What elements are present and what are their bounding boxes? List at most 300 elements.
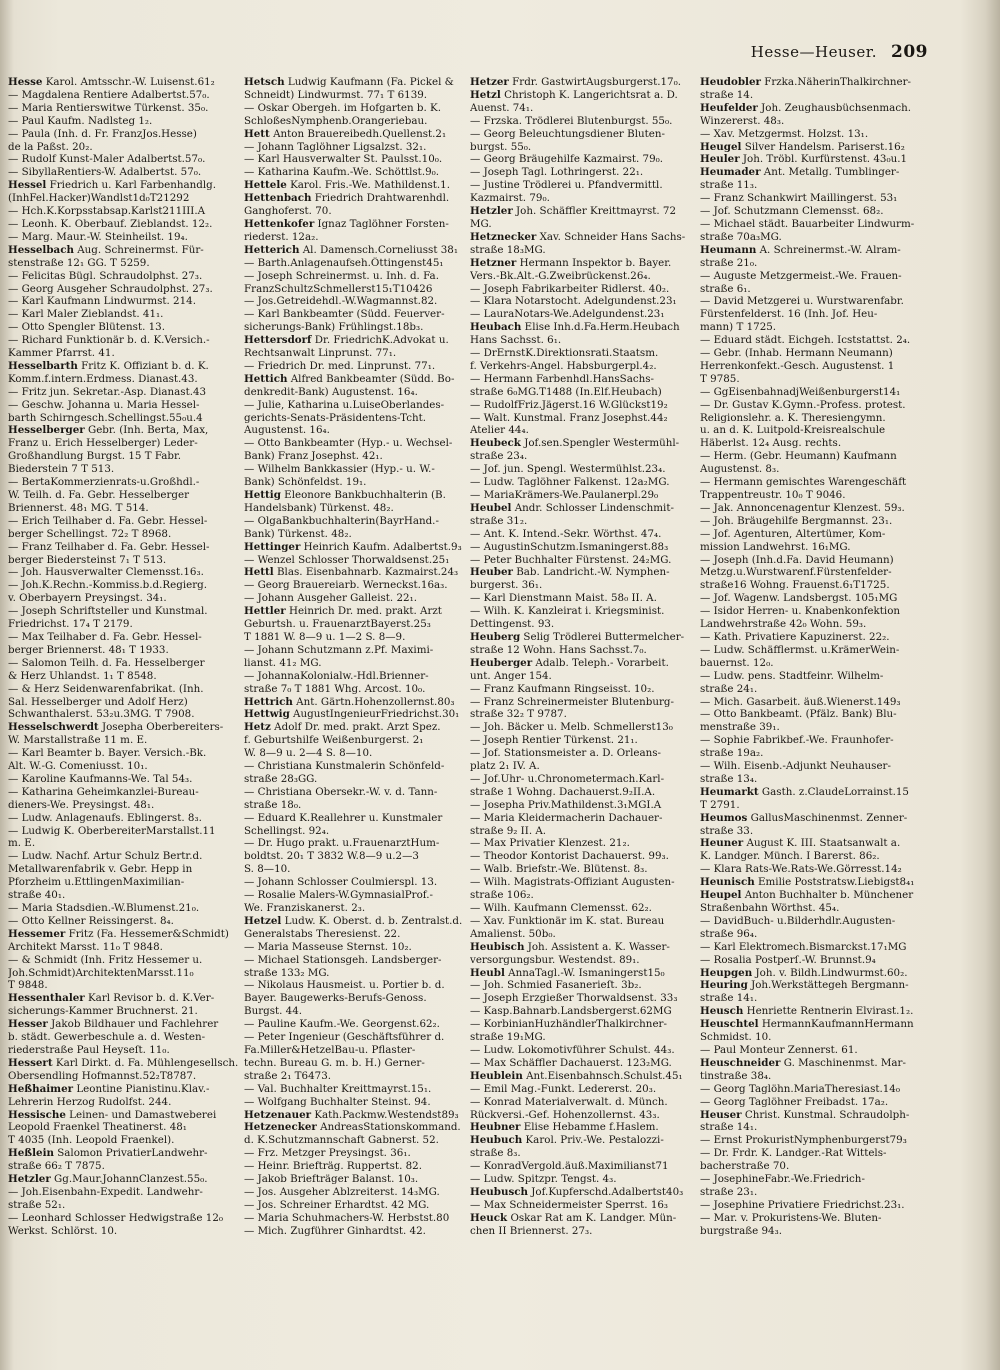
directory-line: — Christiana Kunstmalerin Schönfeld-	[244, 760, 445, 773]
directory-line: Architekt Marsst. 11₀ T 9848.	[8, 940, 163, 953]
directory-line: — Paul Kaufm. Nadlsteg 1₂.	[8, 114, 153, 127]
directory-line: — Wilh. Eisenb.-Adjunkt Neuhauser-	[700, 760, 891, 773]
directory-line: — GgEisenbahnadjWeißenburgerst14₁	[700, 385, 901, 398]
directory-line: mann) T 1725.	[700, 321, 777, 334]
directory-line: unt. Anger 154.	[470, 669, 552, 682]
entry-surname: Hesselbarth	[8, 359, 78, 372]
directory-line: versorgungsbur. Westendst. 89₁.	[470, 953, 640, 966]
directory-line: Hetzel Ludw. K. Oberst. d. b. Zentralst.d.	[244, 914, 463, 927]
directory-line: Rechtsanwalt Linprunst. 77₁.	[244, 347, 397, 360]
entry-surname: Heuberger	[470, 656, 533, 669]
entry-surname: Hettler	[244, 605, 286, 618]
directory-line: — Hch.K.Korpsstabsap.Karlst211III.A	[8, 205, 206, 218]
directory-line: Winzererst. 48₃.	[700, 114, 785, 127]
entry-surname: Hetzel	[244, 914, 282, 927]
directory-line: — Karl Kaufmann Lindwurmst. 214.	[8, 295, 196, 308]
directory-line: Hetterich Al. Damensch.Corneliusst 38₁	[244, 243, 458, 256]
directory-line: — Johann Ausgeher Galleist. 22₁.	[244, 592, 417, 605]
directory-line: SchloßesNymphenb.Orangeriebau.	[244, 114, 428, 127]
directory-line: T 1881 W. 8—9 u. 1—2 S. 8—9.	[244, 630, 406, 643]
directory-line: — Max Teilhaber d. Fa. Gebr. Hessel-	[8, 630, 202, 643]
directory-line: — Joh.Eisenbahn-Expedit. Landwehr-	[8, 1185, 203, 1198]
directory-line: Hettenbach Friedrich Drahtwarenhdl.	[244, 192, 450, 205]
directory-line: — LauraNotars-We.Adelgundenst.23₁	[470, 308, 665, 321]
directory-line: Fa.Miller&HetzelBau-u. Pflaster-	[244, 1043, 416, 1056]
directory-line: — JohannaKolonialw.-Hdl.Brienner-	[244, 669, 429, 682]
directory-line: barth Schirngesch.Schellingst.55₀u.4	[8, 411, 203, 424]
directory-line: — Katharina Kaufm.-We. Schöttlst.9₀.	[244, 166, 440, 179]
directory-line: — Klara Notarstocht. Adelgundenst.23₁	[470, 295, 677, 308]
entry-surname: Heuberg	[470, 630, 521, 643]
directory-line: Heubel Andr. Schlosser Lindenschmit-	[470, 501, 674, 514]
directory-line: straße 9₂ II. A.	[470, 824, 547, 837]
directory-line: — Josepha Priv.Mathildenst.3₁MGI.A	[470, 798, 662, 811]
directory-line: straße 31₂.	[470, 514, 528, 527]
directory-line: Fürstenfelderst. 16 (Inh. Jof. Heu-	[700, 308, 878, 321]
directory-line: — JosephineFabr.-We.Friedrich-	[700, 1173, 865, 1186]
entry-surname: Hettersdorf	[244, 334, 312, 347]
directory-line: Handelsbank) Türkenst. 48₂.	[244, 501, 394, 514]
directory-line: straße 96₄.	[700, 927, 758, 940]
entry-surname: Heunisch	[700, 876, 755, 889]
directory-line: Heusch Henriette Rentnerin Elvirast.1₂.	[700, 1005, 914, 1018]
directory-line: straße 23₁.	[700, 1185, 758, 1198]
directory-line: straße 1 Wohng. Dachauerst.9₂II.A.	[470, 785, 656, 798]
directory-line: straße 23₄.	[470, 450, 528, 463]
directory-line: We. Franziskanerst. 2₃.	[244, 902, 366, 914]
directory-line: Heubusch Jof.Kupferschd.Adalbertst40₃	[470, 1185, 684, 1198]
entry-surname: Hessische	[8, 1108, 66, 1121]
directory-line: — Klara Rats-We.Rats-We.Görresst.14₂	[700, 863, 902, 876]
directory-line: Heuck Oskar Rat am K. Landger. Mün-	[470, 1211, 677, 1224]
directory-line: — Dr. Hugo prakt. u.FrauenarztHum-	[244, 837, 440, 850]
directory-line: Schneidt) Lindwurmst. 77₁ T 6139.	[244, 88, 428, 101]
entry-surname: Hesse	[8, 76, 43, 88]
directory-line: burgstraße 94₃.	[700, 1224, 782, 1237]
directory-line: — AugustinSchutzm.Ismaningerst.88₃	[470, 540, 669, 553]
entry-surname: Heudobler	[700, 76, 761, 88]
directory-line: — Jos. Schreiner Erhardtst. 42 MG.	[244, 1198, 430, 1211]
directory-line: Hesselbach Aug. Schreinermst. Für-	[8, 243, 204, 256]
directory-line: berger Schellingst. 72₂ T 8968.	[8, 527, 172, 540]
directory-line: — Friedrich Dr. med. Linprunst. 77₁.	[244, 359, 436, 372]
entry-surname: Hettwig	[244, 708, 290, 721]
directory-line: Generalstabs Theresienst. 22.	[244, 927, 401, 940]
directory-line: — Joseph (Inh.d.Fa. David Heumann)	[700, 553, 894, 566]
directory-line: Hetzer Frdr. GastwirtAugsburgerst.17₀.	[470, 76, 681, 88]
entry-surname: Heubner	[470, 1121, 521, 1134]
directory-line: — SibyllaRentiers-W. Adalbertst. 57₀.	[8, 166, 202, 179]
directory-line: — Felicitas Bügl. Schraudolphst. 27₃.	[8, 269, 203, 282]
directory-line: berger Briennerst. 48₁ T 1933.	[8, 643, 169, 656]
directory-line: Joh.Schmidt)ArchitektenMarsst.11₀	[8, 966, 194, 979]
directory-line: straße 52₁.	[8, 1198, 66, 1211]
directory-line: — Katharina Geheimkanzlei-Bureau-	[8, 785, 199, 798]
directory-line: Heubl AnnaTagl.-W. Ismaningerst15₀	[470, 966, 665, 979]
directory-line: — Max Privatier Klenzest. 21₂.	[470, 837, 630, 850]
directory-line: Hettich Alfred Bankbeamter (Südd. Bo-	[244, 372, 455, 385]
directory-line: & Herz Uhlandst. 1₁ T 8548.	[8, 669, 157, 682]
directory-line: — Hermann gemischtes Warengeschäft	[700, 476, 907, 489]
directory-line: straße16 Wohng. Frauenst.6₁T1725.	[700, 579, 890, 592]
directory-line: Lehrerin Herzog Rudolfst. 244.	[8, 1095, 172, 1108]
directory-line: — Barth.Anlagenaufseh.Öttingenst45₁	[244, 256, 444, 269]
directory-line: gerichts-Senats-Präsidentens-Tcht.	[244, 411, 427, 424]
directory-line: — Christiana Obersekr.-W. v. d. Tann-	[244, 785, 438, 798]
directory-line: — Otto Bankbeamt. (Pfälz. Bank) Blu-	[700, 708, 897, 721]
directory-line: straße 14₁.	[700, 992, 758, 1005]
entry-surname: Heugel	[700, 140, 742, 153]
directory-line: Hetzler Gg.Maur.JohannClanzest.55₀.	[8, 1173, 208, 1186]
directory-line: — RudolfFriz.Jägerst.16 W.Glückst19₂	[470, 398, 668, 411]
directory-line: Heuber Bab. Landricht.-W. Nymphen-	[470, 566, 670, 579]
directory-line: Alt. W.-G. Comeniusst. 10₁.	[8, 760, 148, 773]
directory-line: Häberlst. 12₄ Ausg. rechts.	[700, 437, 842, 450]
entry-surname: Heuser	[700, 1108, 742, 1121]
directory-line: Heumader Ant. Metallg. Tumblinger-	[700, 166, 900, 179]
directory-line: — Peter Ingenieur (Geschäftsführer d.	[244, 1031, 445, 1044]
directory-line: — Jakob Briefträger Balanst. 10₃.	[244, 1173, 419, 1186]
directory-line: — Walt. Kunstmal. Franz Josephst.44₂	[470, 411, 668, 424]
directory-line: — Ant. K. Intend.-Sekr. Wörthst. 47₄.	[470, 527, 662, 540]
directory-line: Bank) Türkenst. 48₂.	[244, 527, 352, 540]
directory-line: — Otto Bankbeamter (Hyp.- u. Wechsel-	[244, 437, 453, 450]
directory-line: — Johann Taglöhner Ligsalzst. 32₁.	[244, 140, 427, 153]
directory-line: straße 7₀ T 1881 Whg. Arcost. 10₀.	[244, 682, 426, 695]
directory-line: denkredit-Bank) Augustenst. 16₄.	[244, 385, 418, 398]
directory-line: — Maria Stadsdien.-W.Blumenst.21₀.	[8, 902, 200, 914]
directory-line: Trappentreustr. 10₀ T 9046.	[700, 489, 846, 501]
directory-line: Heuser Christ. Kunstmal. Schraudolph-	[700, 1108, 910, 1121]
directory-line: — Karoline Kaufmanns-We. Tal 54₃.	[8, 772, 193, 785]
directory-line: — Emil Mag.-Funkt. Ledererst. 20₃.	[470, 1082, 657, 1095]
directory-line: straße 66₂ T 7875.	[8, 1160, 105, 1173]
directory-line: — Wilhelm Bankkassier (Hyp.- u. W.-	[244, 463, 435, 476]
directory-line: chen II Briennerst. 27₃.	[470, 1224, 593, 1237]
directory-line: — Konrad Materialverwalt. d. Münch.	[470, 1095, 668, 1108]
entry-surname: Hetznecker	[470, 230, 537, 243]
entry-surname: Hetzenauer	[244, 1108, 312, 1121]
entry-surname: Heubach	[470, 321, 522, 334]
directory-line: — & Schmidt (Inh. Fritz Hessemer u.	[8, 953, 203, 966]
directory-line: Großhandlung Burgst. 15 T Fabr.	[8, 450, 182, 463]
column-2	[244, 76, 476, 1238]
directory-line: Hessische Leinen- und Damastweberei	[8, 1108, 217, 1121]
directory-line: — Geschw. Johanna u. Maria Hessel-	[8, 398, 200, 411]
directory-line: — Ludw. Anlagenaufs. Eblingerst. 8₃.	[8, 811, 202, 824]
entry-surname: Heumader	[700, 166, 761, 179]
entry-surname: Hettig	[244, 489, 281, 501]
entry-surname: Heuschtel	[700, 1018, 759, 1031]
directory-line: — KorbinianHuzhändlerThalkirchner-	[470, 1018, 667, 1031]
directory-line: techn. Bureau G. m. b. H.) Gerner-	[244, 1056, 425, 1069]
directory-line: Vers.-Bk.Alt.-G.Zweibrückenst.26₄.	[470, 269, 651, 282]
directory-line: — Joh.K.Rechn.-Kommiss.b.d.Regierg.	[8, 579, 208, 592]
entry-surname: Heupel	[700, 889, 742, 902]
directory-line: — Jof. Schutzmann Clemensst. 68₂.	[700, 205, 884, 218]
entry-surname: Hettrich	[244, 695, 293, 708]
directory-line: — DrErnstK.Direktionsrati.Staatsm.	[470, 347, 659, 360]
entry-surname: Hessemer	[8, 927, 66, 940]
directory-line: f. Verkehrs-Angel. Habsburgerpl.4₂.	[470, 359, 657, 372]
directory-line: — Magdalena Rentiere Adalbertst.57₀.	[8, 88, 210, 101]
entry-surname: Hettinger	[244, 540, 301, 553]
directory-line: riederst. 12a₂.	[244, 230, 319, 243]
directory-line: straße 12 Wohn. Hans Sachsst.7₀.	[470, 643, 647, 656]
directory-line: T 4035 (Inh. Leopold Fraenkel).	[8, 1134, 175, 1147]
entry-surname: Hetzler	[470, 205, 513, 218]
directory-line: — Mar. v. Prokuristens-We. Bluten-	[700, 1211, 882, 1224]
directory-line: Hetzenecker AndreasStationskommand.	[244, 1121, 461, 1134]
directory-line: — Mich. Gasarbeit. äuß.Wienerst.149₃	[700, 695, 901, 708]
directory-line: — Xav. Funktionär im K. stat. Bureau	[470, 914, 665, 927]
directory-line: bacherstraße 70.	[700, 1160, 790, 1173]
directory-line: straße 33.	[700, 824, 754, 837]
entry-surname: Heubisch	[470, 940, 525, 953]
directory-line: — Otto Kellner Reissingerst. 8₄.	[8, 914, 174, 927]
directory-line: b. städt. Gewerbeschule a. d. Westen-	[8, 1031, 206, 1044]
directory-line: Heumarkt Gasth. z.ClaudeLorrainst.15	[700, 785, 909, 798]
directory-line: — Joh. Bräugehilfe Bergmannst. 23₁.	[700, 514, 893, 527]
directory-line: straße 21₀.	[700, 256, 758, 269]
directory-line: — & Herz Seidenwarenfabrikat. (Inh.	[8, 682, 204, 695]
directory-line: — Justine Trödlerei u. Pfandvermittl.	[470, 179, 663, 192]
directory-line: Geburtsh. u. FrauenarztBayerst.25₃	[244, 618, 431, 631]
directory-line: Hetzler Joh. Schäffler Kreittmayrst. 72	[470, 205, 677, 218]
directory-line: — Joseph Rentier Türkenst. 21₁.	[470, 734, 638, 747]
directory-line: Hesse Karol. Amtsschr.-W. Luisenst.61₂	[8, 76, 215, 88]
directory-line: — Heinr. Briefträg. Ruppertst. 82.	[244, 1160, 422, 1173]
entry-surname: Heublein	[470, 1069, 523, 1082]
directory-line: — Joseph Schreinermst. u. Inh. d. Fa.	[244, 269, 439, 282]
directory-line: Rückversi.-Gef. Hohenzollernst. 43₃.	[470, 1108, 660, 1121]
directory-line: platz 2₁ IV. A.	[470, 760, 540, 773]
directory-line: — Franz Kaufmann Ringseisst. 10₂.	[470, 682, 655, 695]
directory-line: — Jak. Annoncenagentur Klenzest. 59₃.	[700, 501, 905, 514]
directory-line: straße 8₃.	[470, 1147, 521, 1160]
directory-line: — Wilh. Kaufmann Clemensst. 62₂.	[470, 902, 652, 914]
directory-line: Hett Anton Brauereibedh.Quellenst.2₁	[244, 127, 447, 140]
entry-surname: Heubl	[470, 966, 505, 979]
directory-line: Bank) Franz Josephst. 42₁.	[244, 450, 383, 463]
directory-line: — Karl Hausverwalter St. Paulsst.10₀.	[244, 153, 443, 166]
entry-surname: Heßlein	[8, 1147, 54, 1160]
directory-line: — Johann Schutzmann z.Pf. Maximi-	[244, 643, 434, 656]
directory-line: Hessert Karl Dirkt. d. Fa. Mühlengesellsch.	[8, 1056, 239, 1069]
directory-line: Obersendling Hofmannst.52₂T8787.	[8, 1069, 197, 1082]
directory-line: — Marg. Maur.-W. Steinheilst. 19₄.	[8, 230, 188, 243]
directory-line: T 2791.	[700, 798, 740, 811]
directory-line: d. K.Schutzmannschaft Gabnerst. 52.	[244, 1134, 439, 1147]
directory-line: — Leonh. K. Oberbauf. Zieblandst. 12₂.	[8, 217, 213, 230]
directory-line: Schmidst. 10.	[700, 1031, 772, 1044]
directory-line: Hessel Friedrich u. Karl Farbenhandlg.	[8, 179, 217, 192]
directory-line: u. an d. K. Luitpold-Kreisrealschule	[700, 424, 886, 437]
directory-line: Heuring Joh.Werkstättegeh Bergmann-	[700, 979, 909, 992]
directory-line: bauernst. 12₀.	[700, 656, 774, 669]
directory-line: — Erich Teilhaber d. Fa. Gebr. Hessel-	[8, 514, 208, 527]
directory-line: — David Metzgerei u. Wurstwarenfabr.	[700, 295, 904, 308]
directory-line: — Franz Schreinermeister Blutenburg-	[470, 695, 674, 708]
directory-line: — Wilh. K. Kanzleirat i. Kriegsminist.	[470, 605, 665, 618]
directory-line: T 9785.	[700, 372, 740, 385]
directory-line: Hettl Blas. Eisenbahnarb. Kazmairst.24₃	[244, 566, 459, 579]
directory-line: Landwehrstraße 42₀ Wohn. 59₃.	[700, 618, 867, 631]
directory-line: — Max Schneidermeister Sperrst. 16₃	[470, 1198, 669, 1211]
directory-line: straße 24₁.	[700, 682, 758, 695]
directory-line: Amalienst. 50b₀.	[470, 927, 556, 940]
directory-line: — Georg Taglöhn.MariaTheresiast.14₀	[700, 1082, 900, 1095]
directory-line: de la Paßst. 20₂.	[8, 140, 93, 153]
directory-line: Heubach Elise Inh.d.Fa.Herm.Heubach	[470, 321, 680, 334]
directory-line: — Franz Schankwirt Maillingerst. 53₁	[700, 192, 898, 205]
entry-surname: Heufelder	[700, 101, 758, 114]
directory-line: Franz u. Erich Hesselberger) Leder-	[8, 437, 198, 450]
directory-line: — Maria Schuhmachers-W. Herbstst.80	[244, 1211, 450, 1224]
directory-line: Hesselschwerdt Josepha Oberbereiters-	[8, 721, 224, 734]
directory-line: T 9848.	[8, 979, 48, 992]
entry-surname: Heupgen	[700, 966, 753, 979]
directory-line: Bank) Schönfeldst. 19₁.	[244, 476, 367, 489]
directory-line: Heudobler Frzka.NäherinThalkirchner-	[700, 76, 911, 88]
directory-line: Pforzheim u.EttlingenMaximilian-	[8, 876, 185, 889]
directory-line: — Georg Bräugehilfe Kazmairst. 79₀.	[470, 153, 664, 166]
directory-line: FranzSchultzSchmellerst15₁T10426	[244, 282, 433, 295]
directory-line: — Walb. Briefstr.-We. Blütenst. 8₃.	[470, 863, 648, 876]
directory-line: — Jos. Ausgeher Ablzreiterst. 14₃MG.	[244, 1185, 440, 1198]
directory-line: Schellingst. 92₄.	[244, 824, 330, 837]
entry-surname: Hesselschwerdt	[8, 721, 99, 734]
directory-line: — Franz Teilhaber d. Fa. Gebr. Hessel-	[8, 540, 210, 553]
directory-line: straße 19₁MG.	[470, 1031, 546, 1044]
entry-surname: Heubeck	[470, 437, 521, 450]
column-3	[470, 76, 702, 1238]
directory-line: Hesser Jakob Bildhauer und Fachlehrer	[8, 1018, 219, 1031]
directory-line: — Auguste Metzgermeist.-We. Frauen-	[700, 269, 902, 282]
directory-line: menstraße 39₁.	[700, 721, 780, 734]
directory-line: — Ludw. pens. Stadtfeinr. Wilhelm-	[700, 669, 884, 682]
directory-line: — Georg Taglöhner Freibadst. 17a₂.	[700, 1095, 889, 1108]
directory-line: — Salomon Teilh. d. Fa. Hesselberger	[8, 656, 205, 669]
directory-line: mission Landwehrst. 16₁MG.	[700, 540, 851, 553]
entry-surname: Heuschneider	[700, 1056, 781, 1069]
directory-line: — Eduard K.Reallehrer u. Kunstmaler	[244, 811, 443, 824]
entry-surname: Heubuch	[470, 1134, 523, 1147]
entry-surname: Heuck	[470, 1211, 508, 1224]
directory-line: Heuner August K. III. Staatsanwalt a.	[700, 837, 901, 850]
directory-line: Heuberg Selig Trödlerei Buttermelcher-	[470, 630, 685, 643]
directory-line: v. Oberbayern Preysingst. 34₁.	[8, 592, 167, 605]
directory-line: — Jof. Wagenw. Landsbergst. 105₁MG	[700, 592, 898, 605]
page-header	[751, 42, 928, 62]
directory-line: Heubisch Joh. Assistent a. K. Wasser-	[470, 940, 670, 953]
directory-line: Heuschtel HermannKaufmannHermann	[700, 1018, 914, 1031]
entry-surname: Heubusch	[470, 1185, 529, 1198]
directory-line: Heupgen Joh. v. Bildh.Lindwurmst.60₂.	[700, 966, 908, 979]
directory-line: — Isidor Herren- u. Knabenkonfektion	[700, 605, 901, 618]
entry-surname: Heumos	[700, 811, 748, 824]
directory-line: S. 8—10.	[244, 863, 291, 876]
entry-surname: Hetz	[244, 721, 271, 734]
directory-line: dieners-We. Preysingst. 48₁.	[8, 798, 155, 811]
directory-line: Friedrichst. 17₄ T 2179.	[8, 618, 133, 631]
directory-line: W. Marstallstraße 11 m. E.	[8, 734, 148, 747]
directory-line: Werkst. Schlörst. 10.	[8, 1224, 118, 1237]
directory-line: Heubner Elise Hebamme f.Haslem.	[470, 1121, 659, 1134]
entry-surname: Hetzl	[470, 88, 501, 101]
directory-line: burgst. 55₀.	[470, 140, 532, 153]
directory-line: Hesselbarth Fritz K. Offiziant b. d. K.	[8, 359, 209, 372]
directory-line: — Otto Spengler Blütenst. 13.	[8, 321, 166, 334]
entry-surname: Hetzner	[470, 256, 517, 269]
directory-line: Religionslehr. a. K. Theresiengymn.	[700, 411, 886, 424]
running-title: Hesse—Heuser.	[750, 43, 877, 61]
entry-surname: Hetzler	[8, 1173, 51, 1186]
directory-line: Heuschneider G. Maschinenmst. Mar-	[700, 1056, 906, 1069]
directory-line: — Georg Beleuchtungsdiener Bluten-	[470, 127, 665, 140]
directory-line: — Herm. (Gebr. Heumann) Kaufmann	[700, 450, 897, 463]
directory-line: — Gebr. (Inhab. Hermann Neumann)	[700, 347, 893, 360]
directory-line: — Kath. Privatiere Kapuzinerst. 22₂.	[700, 630, 890, 643]
directory-line: — Max Schäffler Dachauerst. 123₂MG.	[470, 1056, 672, 1069]
directory-line: Straßenbahn Wörthst. 45₄.	[700, 902, 840, 914]
directory-line: W. 8—9 u. 2—4 S. 8—10.	[244, 747, 373, 760]
directory-line: — Wenzel Schlosser Thorwaldsenst.25₁	[244, 553, 450, 566]
directory-line: — Dr. Frdr. K. Landger.-Rat Wittels-	[700, 1147, 887, 1160]
directory-line: — Peter Buchhalter Fürstenst. 24₂MG.	[470, 553, 672, 566]
directory-line: — Rosalie Malers-W.GymnasialProf.-	[244, 889, 433, 902]
entry-surname: Hettl	[244, 566, 274, 579]
directory-line: — Michael städt. Bauarbeiter Lindwurm-	[700, 217, 915, 230]
directory-line: Schwanthalerst. 53₂u.3MG. T 7908.	[8, 708, 195, 721]
column-1	[8, 76, 240, 1238]
directory-line: sicherungs-Kammer Bruchnerst. 21.	[8, 1005, 198, 1018]
directory-line: — Ludw. Taglöhner Falkenst. 12a₂MG.	[470, 476, 670, 489]
directory-line: — Jos.Getreidehdl.-W.Wagmannst.82.	[244, 295, 438, 308]
directory-line: (InhFel.Hacker)Wandlst1d₀T21292	[8, 192, 190, 205]
directory-line: — Fritz jun. Sekretar.-Asp. Dianast.43	[8, 385, 207, 398]
entry-surname: Hettele	[244, 179, 287, 192]
directory-line: — Karl Dienstmann Maist. 58₀ II. A.	[470, 592, 657, 605]
directory-line: — Nikolaus Hausmeist. u. Portier b. d.	[244, 979, 445, 992]
entry-surname: Hesser	[8, 1018, 48, 1031]
entry-surname: Hessenthaler	[8, 992, 85, 1005]
directory-line: Heuberger Adalb. Teleph.- Vorarbeit.	[470, 656, 669, 669]
directory-line: Augustenst. 16₄.	[244, 424, 330, 437]
directory-line: — Oskar Obergeh. im Hofgarten b. K.	[244, 101, 441, 114]
directory-line: Heublein Ant.Eisenbahnsch.Schulst.45₁	[470, 1069, 683, 1082]
directory-line: Hessenthaler Karl Revisor b. d. K.Ver-	[8, 992, 215, 1005]
directory-line: — Val. Buchhalter Kreittmayrst.15₁.	[244, 1082, 432, 1095]
entry-surname: Hetzer	[470, 76, 509, 88]
directory-line: — Richard Funktionär b. d. K.Versich.-	[8, 334, 210, 347]
directory-line: straße 18₃MG.	[470, 243, 546, 256]
directory-line: — Ernst ProkuristNymphenburgerst79₃	[700, 1134, 907, 1147]
directory-line: — Hermann Farbenhdl.HansSachs-	[470, 372, 655, 385]
directory-line: Ganghoferst. 70.	[244, 205, 332, 218]
directory-line: berger Biedersteinst 7₁ T 513.	[8, 553, 167, 566]
directory-line: — Georg Ausgeher Schraudolphst. 27₃.	[8, 282, 213, 295]
directory-line: — Karl Beamter b. Bayer. Versich.-Bk.	[8, 747, 207, 760]
directory-line: — Pauline Kaufm.-We. Georgenst.62₂.	[244, 1018, 440, 1031]
directory-line: Hettinger Heinrich Kaufm. Adalbertst.9₃	[244, 540, 462, 553]
directory-line: — Ludw. Lokomotivführer Schulst. 44₃.	[470, 1043, 675, 1056]
directory-line: straße 70a₃MG.	[700, 230, 782, 243]
entry-surname: Heumarkt	[700, 785, 759, 798]
directory-line: Heufelder Joh. Zeughausbüchsenmach.	[700, 101, 911, 114]
entry-surname: Heuner	[700, 837, 744, 850]
directory-line: — MariaKrämers-We.Paulanerpl.29₀	[470, 489, 659, 501]
